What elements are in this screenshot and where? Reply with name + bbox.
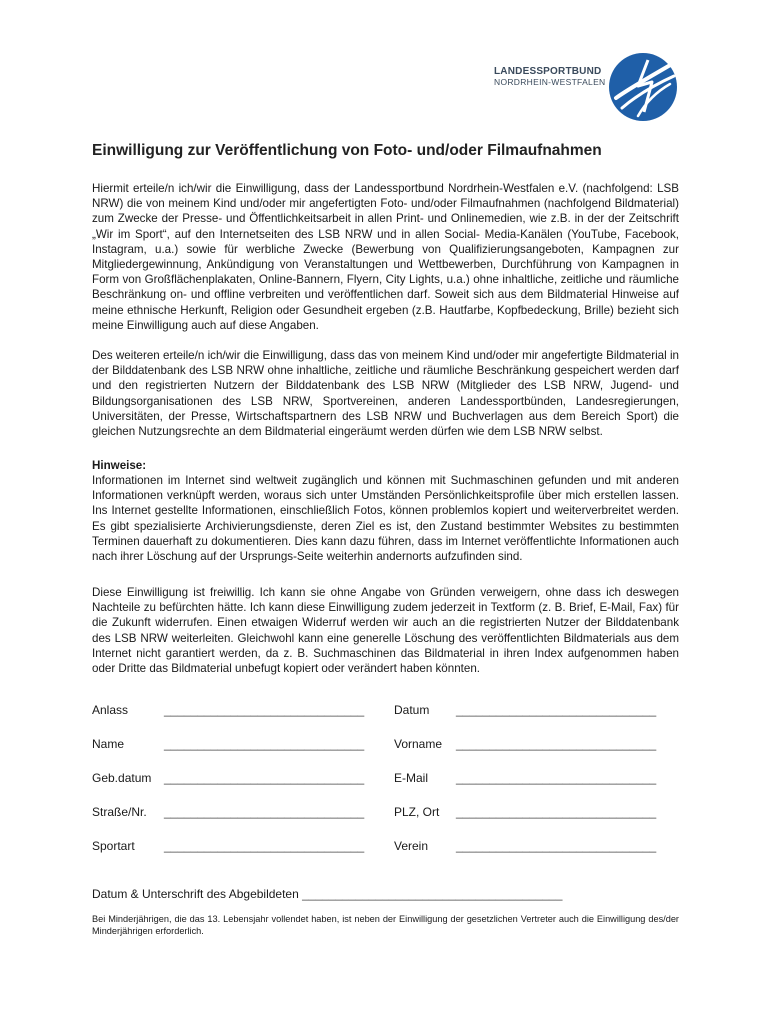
consent-paragraph-1: Hiermit erteile/n ich/wir die Einwilligung, dass der Landessportbund Nordrhein-Westfalen e.V. (nachfolgend: LSB NRW) die von meinem Kind und/oder mir angefertigten Foto- und/oder Filmaufnahmen (nachfolgend Bildmaterial) zum Zwecke der Presse- und Öffentlichkeitsarbeit in allen Print- und Onlinemedien, wie z.B. in der der Zeitschrift „Wir im Sport“, auf den Internetseiten des LSB NRW und in allen Social- Media-Kanälen (YouTube, Facebook, Instagram, u.a.) sowie für werbliche Zwecke (Bewerbung von Qualifizierungsangeboten, Kampagnen zur Mitgliedergewinnung, Ankündigung von Veranstaltungen und Wettbewerben, Durchführung von Kampagnen in Form von Großflächenplakaten, Online-Bannern, Flyern, City Lights, u.a.) ohne inhaltliche, zeitliche und räumliche Beschränkung on- und offline verbreiten und veröffentlichen darf. Soweit sich aus dem Bildmaterial Hinweise auf meine ethnische Herkunft, Religion oder Gesundheit ergeben (z.B. Hautfarbe, Kopfbedeckung, Brille) bezieht sich meine Einwilligung auch auf diese Angaben.	[92, 182, 679, 332]
label-vorname: Vorname	[394, 737, 443, 751]
label-gebdatum: Geb.datum	[92, 771, 152, 785]
consent-paragraph-2: Des weiteren erteile/n ich/wir die Einwilligung, dass das von meinem Kind und/oder mir angefertigte Bildmaterial in der Bilddatenbank des LSB NRW ohne inhaltliche, zeitliche und räumliche Beschränkung gespeichert werden darf und den registrierten Nutzern der Bilddatenbank des LSB NRW (Mitglieder des LSB NRW, Jugend- und Bildungsorganisationen des LSB NRW, Sportvereinen, anderen Landessportbünden, Landesregierungen, Universitäten, der Presse, Wirtschaftspartnern des LSB NRW und Buchverlagen aus dem Bereich Sport) die gleichen Nutzungsrechte an dem Bildmaterial eingeräumt werden dürfen wie dem LSB NRW selbst.	[92, 349, 679, 439]
field-strasse[interactable]: ______________________________	[164, 805, 365, 819]
hints-heading: Hinweise:	[92, 459, 147, 472]
signature-label: Datum & Unterschrift des Abgebildeten	[92, 887, 299, 901]
field-plz-ort[interactable]: ______________________________	[456, 805, 657, 819]
field-anlass[interactable]: ______________________________	[164, 703, 365, 717]
label-datum: Datum	[394, 703, 430, 717]
field-name[interactable]: ______________________________	[164, 737, 365, 751]
field-gebdatum[interactable]: ______________________________	[164, 771, 365, 785]
form-row-sportart-verein	[92, 839, 682, 859]
field-vorname[interactable]: ______________________________	[456, 737, 657, 751]
label-name: Name	[92, 737, 125, 751]
form-row-gebdatum-email	[92, 771, 682, 791]
logo-text	[494, 66, 606, 88]
field-email[interactable]: ______________________________	[456, 771, 657, 785]
minors-footnote: Bei Minderjährigen, die das 13. Lebensjahr vollendet haben, ist neben der Einwilligung der gesetzlichen Vertreter auch die Einwilligung des/der Minderjährigen erforderlich.	[92, 914, 679, 937]
label-verein: Verein	[394, 839, 429, 853]
page-title: Einwilligung zur Veröffentlichung von Foto- und/oder Filmaufnahmen	[92, 142, 602, 159]
hints-paragraph: Informationen im Internet sind weltweit zugänglich und können mit Suchmaschinen gefunden und mit anderen Informationen verknüpft werden, woraus sich unter Umständen Persönlichkeitsprofile über mich erstellen lassen. Ins Internet gestellte Informationen, einschließlich Fotos, können problemlos kopiert und weiterverbreitet werden. Es gibt spezialisierte Archivierungsdienste, deren Ziel es ist, den Zustand bestimmter Websites zu bestimmten Terminen dauerhaft zu dokumentieren. Dies kann dazu führen, dass im Internet veröffentlichte Informationen auch nach ihrer Löschung auf der Ursprungs-Seite weiterhin andernorts aufzufinden sind.	[92, 474, 679, 564]
label-anlass: Anlass	[92, 703, 129, 717]
lsb-logo-icon	[608, 52, 678, 122]
signature-row	[92, 887, 562, 901]
label-plz-ort: PLZ, Ort	[394, 805, 440, 819]
label-sportart: Sportart	[92, 839, 135, 853]
form-row-name-vorname	[92, 737, 682, 757]
form-row-anlass-datum	[92, 703, 682, 723]
field-verein[interactable]: ______________________________	[456, 839, 657, 853]
signature-field[interactable]: _______________________________________	[302, 887, 563, 901]
logo-line-1: LANDESSPORTBUND	[494, 66, 602, 77]
voluntary-paragraph: Diese Einwilligung ist freiwillig. Ich kann sie ohne Angabe von Gründen verweigern, ohne dass ich deswegen Nachteile zu befürchten hätte. Ich kann diese Einwilligung zudem jederzeit in Textform (z. B. Brief, E-Mail, Fax) für die Zukunft widerrufen. Einen etwaigen Widerruf werden wir auch an die registrierten Nutzer der Bilddatenbank des LSB NRW weiterleiten. Gleichwohl kann eine generelle Löschung des veröffentlichten Bildmaterials aus dem Internet nicht garantiert werden, da z. B. Suchmaschinen das Bildmaterial in ihren Index aufgenommen haben oder Dritte das Bildmaterial unbefugt kopiert oder verändert haben könnten.	[92, 586, 679, 676]
logo-line-2: NORDRHEIN-WESTFALEN	[494, 77, 606, 87]
field-sportart[interactable]: ______________________________	[164, 839, 365, 853]
label-strasse: Straße/Nr.	[92, 805, 147, 819]
form-row-strasse-plz	[92, 805, 682, 825]
label-email: E-Mail	[394, 771, 429, 785]
field-datum[interactable]: ______________________________	[456, 703, 657, 717]
